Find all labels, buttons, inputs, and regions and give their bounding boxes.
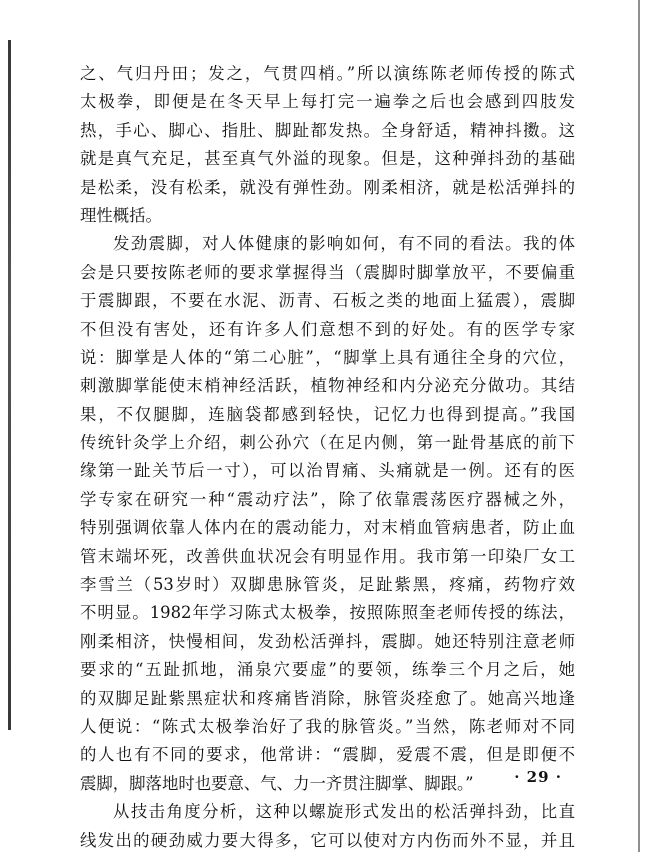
text-line: 人便说：“陈式太极拳治好了我的脉管炎。”当然，陈老师对不同: [80, 716, 575, 736]
paragraph-1: [80, 60, 575, 230]
text-line: 刚柔相济，快慢相间，发劲松活弹抖，震脚。她还特别注意老师: [80, 631, 575, 651]
text-line: 之、气归丹田；发之，气贯四梢。”所以演练陈老师传授的陈式: [80, 64, 575, 83]
text-line: 理性概括。: [80, 205, 162, 225]
text-line: 发劲震脚，对人体健康的影响如何，有不同的看法。我的体: [113, 234, 575, 254]
text-line: 就是真气充足，甚至真气外溢的现象。但是，这种弹抖劲的基础: [80, 149, 575, 169]
text-line: 要求的“五趾抓地，涌泉穴要虚”的要领，练拳三个月之后，她: [80, 660, 575, 680]
text-line: 热，手心、脚心、指肚、脚趾都发热。全身舒适，精神抖擞。这: [80, 120, 575, 140]
text-line: 传统针灸学上介绍，刺公孙穴（在足内侧，第一趾骨基底的前下: [80, 433, 575, 453]
text-line: 的双脚足趾紫黑症状和疼痛皆消除，脉管炎痊愈了。她高兴地逢: [80, 688, 575, 708]
text-line: 果，不仅腿脚，连脑袋都感到轻快，记忆力也得到提高。”我国: [80, 404, 575, 424]
paragraph-3: [80, 798, 575, 852]
body-text: [80, 60, 575, 852]
text-line: 不但没有害处，还有许多人们意想不到的好处。有的医学专家: [80, 319, 575, 339]
text-line: 李雪兰（53岁时）双脚患脉管炎，足趾紫黑，疼痛，药物疗效: [80, 575, 575, 595]
page-number: · 29 ·: [514, 768, 562, 786]
text-line: 太极拳，即便是在冬天早上每打完一遍拳之后也会感到四肢发: [80, 92, 575, 112]
paragraph-2: [80, 230, 575, 798]
text-line: 刺激脚掌能使末梢神经活跃，植物神经和内分泌充分做功。其结: [80, 376, 575, 396]
text-line: 是松柔，没有松柔，就没有弹性劲。刚柔相济，就是松活弹抖的: [80, 177, 575, 197]
text-line: 会是只要按陈老师的要求掌握得当（震脚时脚掌放平，不要偏重: [80, 262, 575, 282]
text-line: 特别强调依靠人体内在的震动能力，对末梢血管病患者，防止血: [80, 518, 575, 538]
text-line: 学专家在研究一种“震动疗法”，除了依靠震荡医疗器械之外，: [80, 489, 575, 509]
scan-edge-shadow-right: [638, 0, 640, 852]
scan-edge-shadow-left: [8, 40, 11, 730]
text-line: 不明显。1982年学习陈式太极拳，按照陈照奎老师传授的练法，: [80, 603, 575, 623]
text-line: 缘第一趾关节后一寸），可以治胃痛、头痛就是一例。还有的医: [80, 461, 575, 481]
text-line: 震脚，脚落地时也要意、气、力一齐贯注脚掌、脚跟。”: [80, 773, 474, 793]
text-line: 管末端坏死，改善供血状况会有明显作用。我市第一印染厂女工: [80, 546, 575, 566]
text-line: 从技击角度分析，这种以螺旋形式发出的松活弹抖劲，比直: [113, 802, 575, 822]
text-line: 说：脚掌是人体的“第二心脏”，“脚掌上具有通往全身的穴位，: [80, 347, 575, 367]
text-line: 线发出的硬劲威力要大得多，它可以使对方内伤而外不显，并且: [80, 830, 575, 850]
text-line: 的人也有不同的要求，他常讲：“震脚，爱震不震，但是即便不: [80, 745, 575, 765]
text-line: 于震脚跟，不要在水泥、沥青、石板之类的地面上猛震），震脚: [80, 291, 575, 311]
